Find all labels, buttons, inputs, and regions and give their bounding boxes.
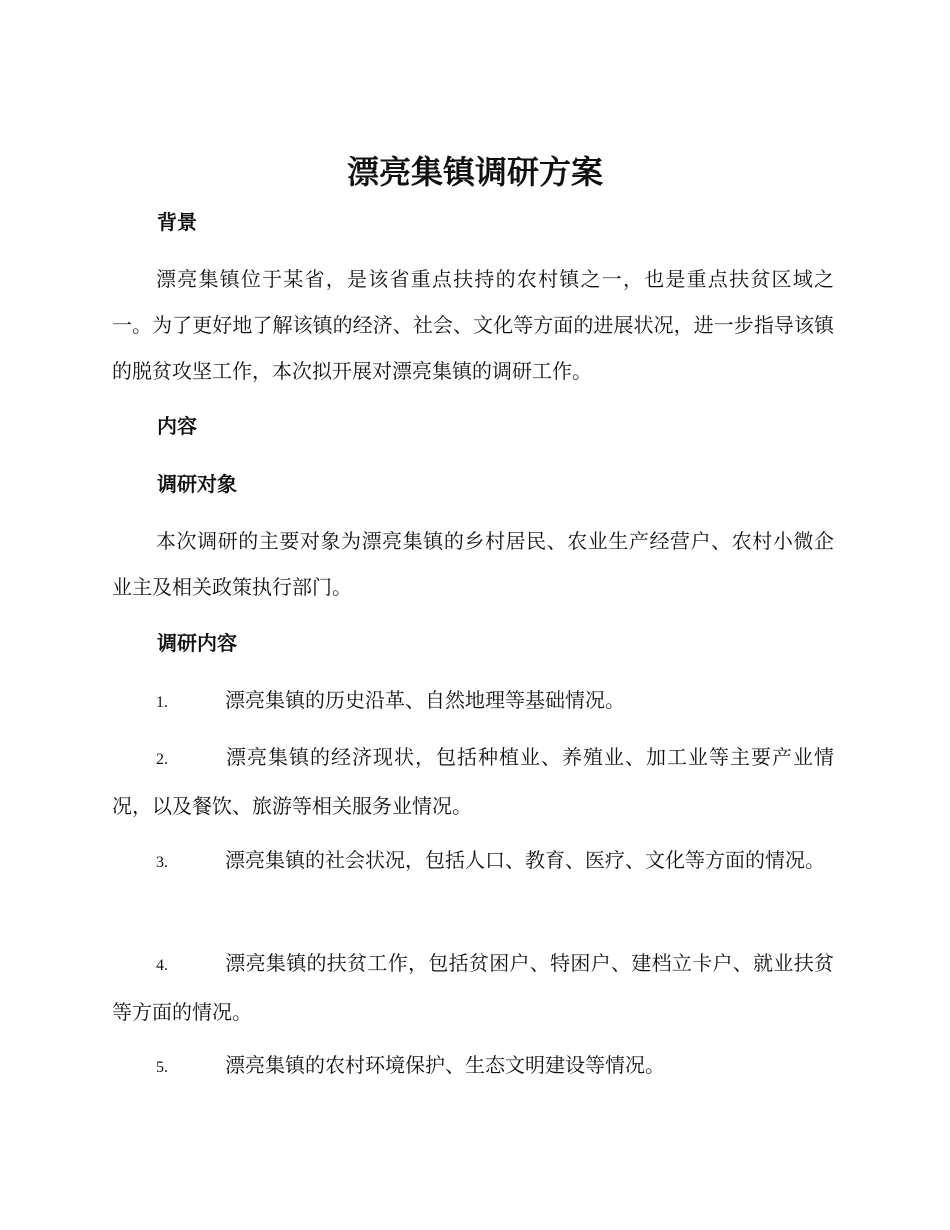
- section-heading-content: 内容: [157, 414, 197, 438]
- section-heading-items: 调研内容: [157, 631, 237, 655]
- document-title: 漂亮集镇调研方案: [346, 153, 603, 191]
- list-item-text: 漂亮集镇的扶贫工作，包括贫困户、特困户、建档立卡户、就业扶贫等方面的情况。: [112, 951, 834, 1024]
- list-item-number: 5.: [156, 1059, 168, 1076]
- list-item: [112, 677, 834, 726]
- section-heading-background: 背景: [157, 210, 197, 234]
- list-item-number: 1.: [156, 694, 168, 711]
- list-item-text: 漂亮集镇的经济现状，包括种植业、养殖业、加工业等主要产业情况，以及餐饮、旅游等相关服务业情况。: [112, 745, 834, 818]
- subject-paragraph: 本次调研的主要对象为漂亮集镇的乡村居民、农业生产经营户、农村小微企业主及相关政策执行部门。: [112, 529, 834, 599]
- list-item: [112, 734, 834, 829]
- list-item-number: 2.: [156, 751, 168, 768]
- list-item: [112, 837, 834, 886]
- list-item-text: 漂亮集镇的历史沿革、自然地理等基础情况。: [225, 688, 625, 712]
- list-item: [112, 1042, 834, 1091]
- list-item-number: 3.: [156, 854, 168, 871]
- list-item-text: 漂亮集镇的社会状况，包括人口、教育、医疗、文化等方面的情况。: [225, 848, 825, 872]
- list-item: [112, 940, 834, 1035]
- list-item-text: 漂亮集镇的农村环境保护、生态文明建设等情况。: [225, 1053, 665, 1077]
- background-paragraph: 漂亮集镇位于某省，是该省重点扶持的农村镇之一，也是重点扶贫区域之一。为了更好地了解该镇的经济、社会、文化等方面的进展状况，进一步指导该镇的脱贫攻坚工作，本次拟开展对漂亮集镇的调研工作。: [112, 267, 834, 383]
- list-item-number: 4.: [156, 957, 168, 974]
- section-heading-subject: 调研对象: [157, 472, 237, 496]
